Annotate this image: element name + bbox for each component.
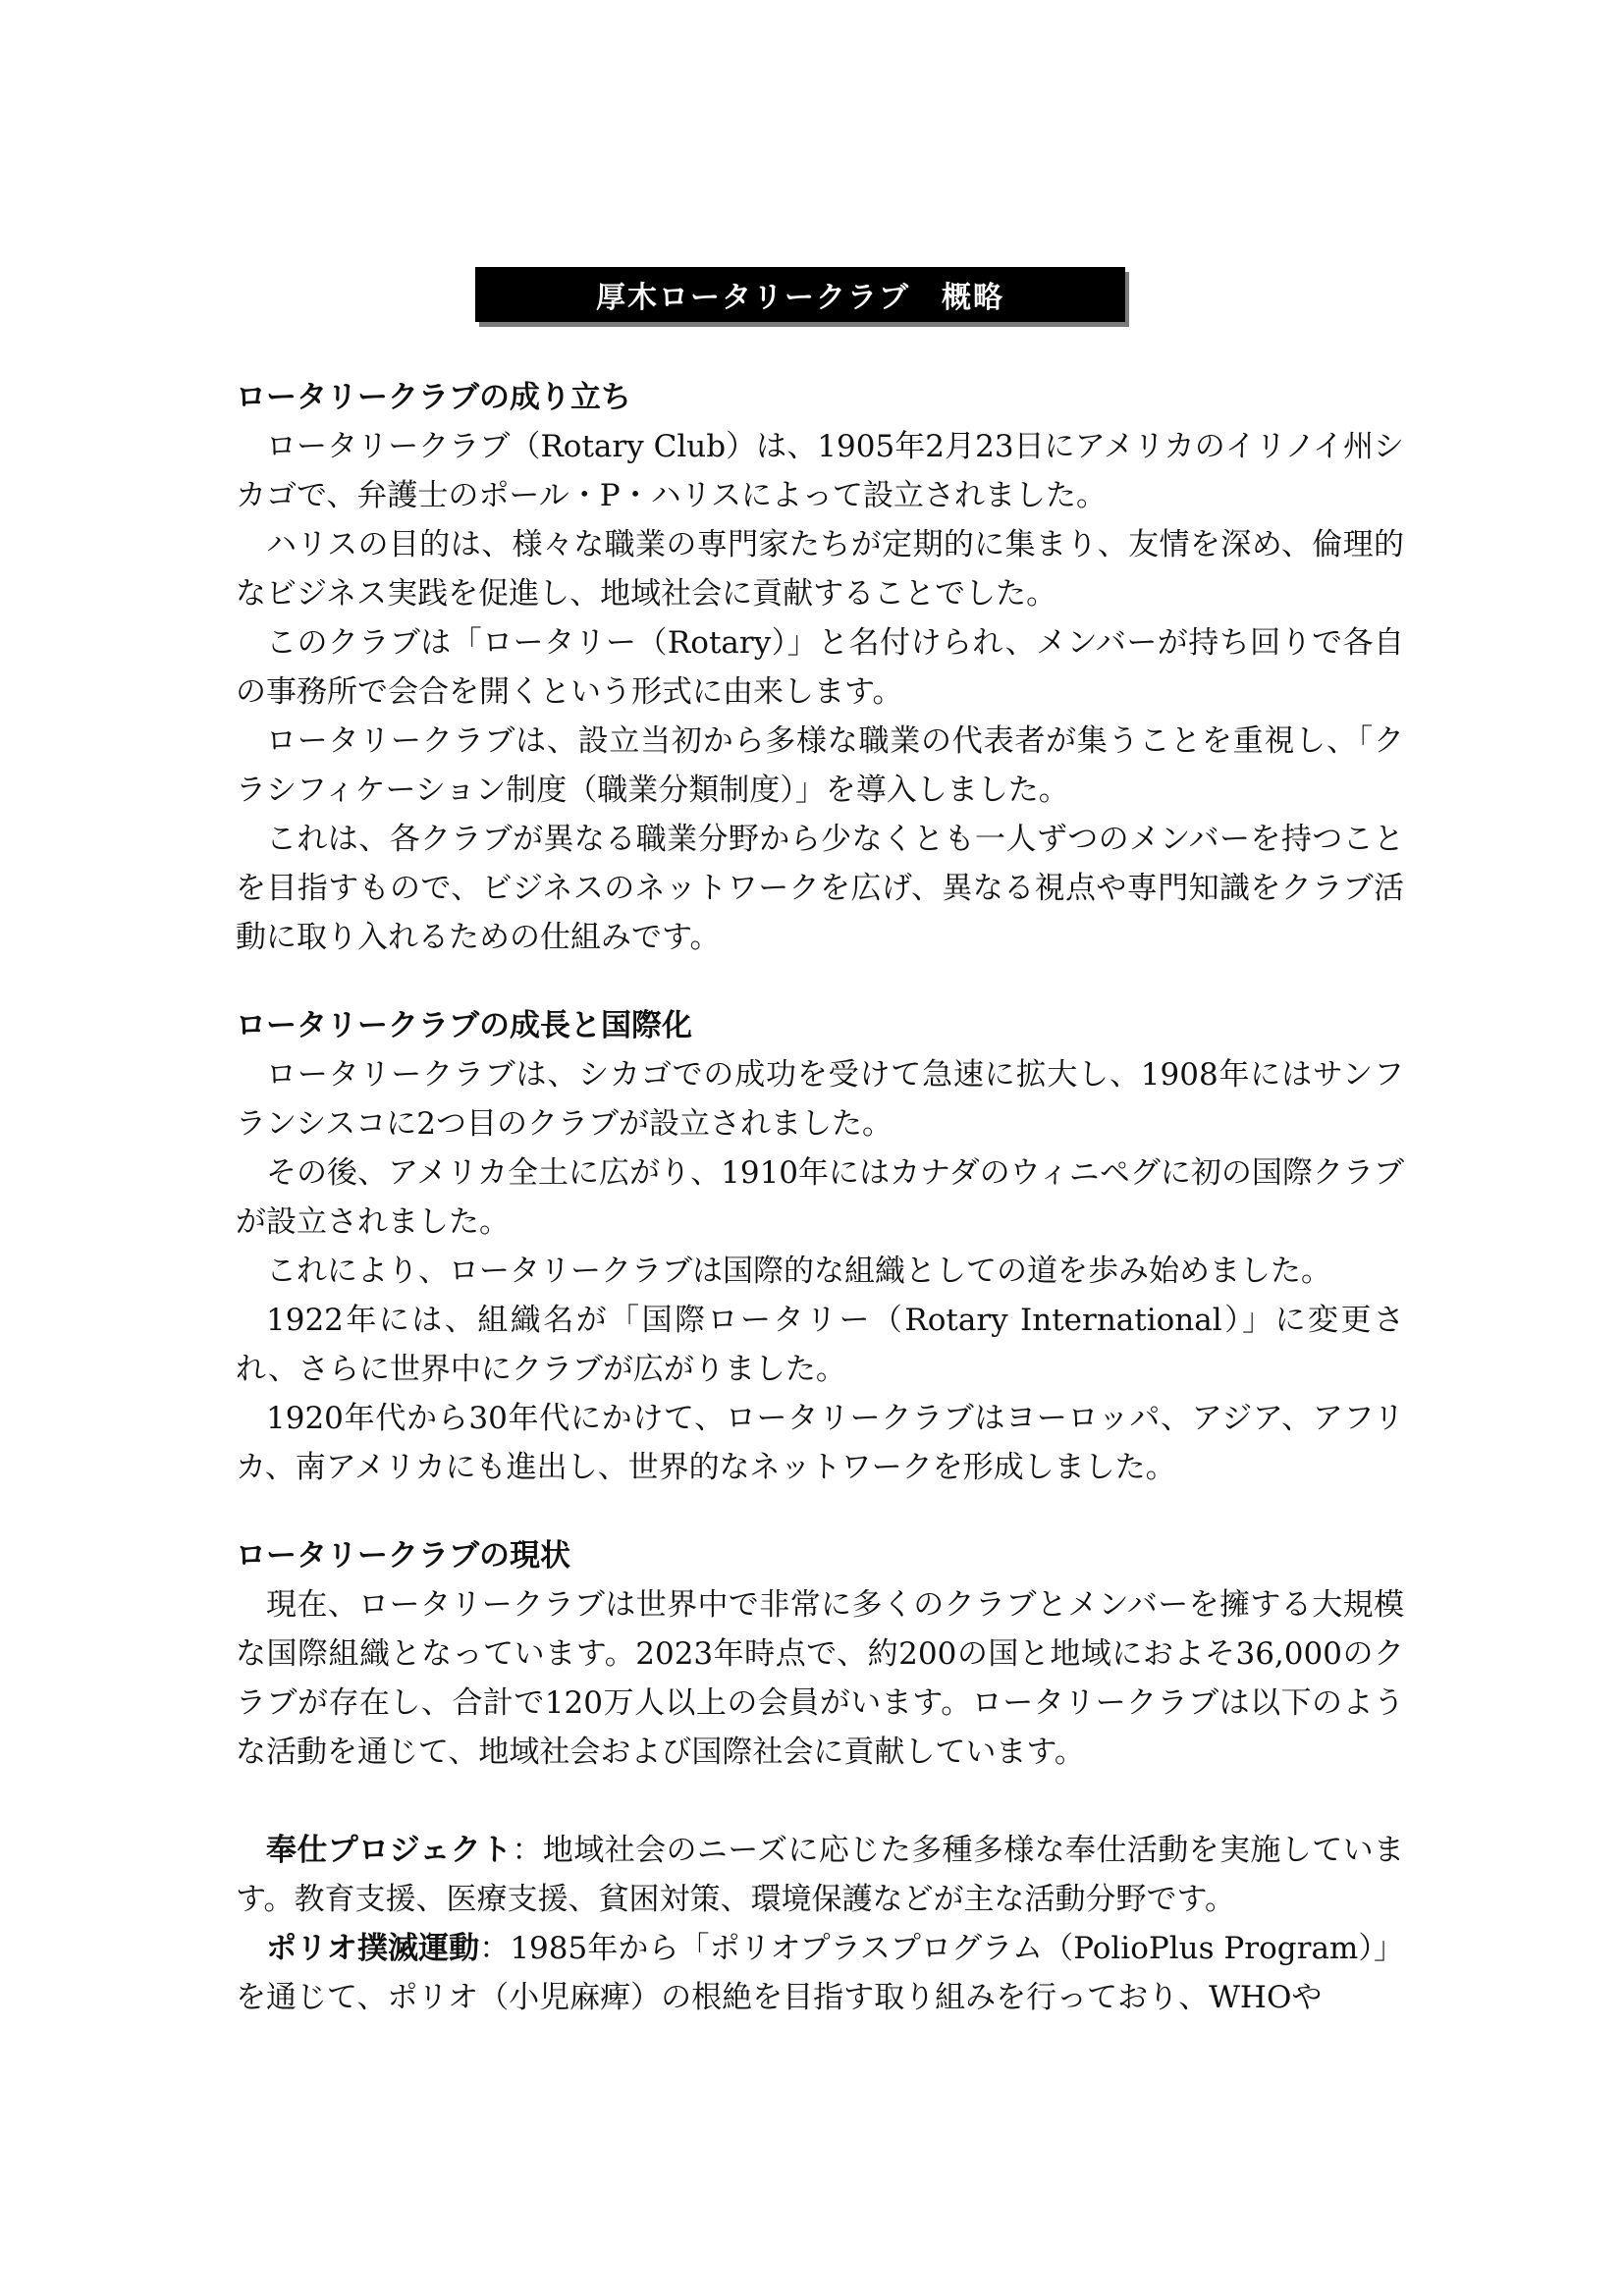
spacer <box>236 1777 1404 1826</box>
section-current <box>236 1531 1404 2022</box>
page-title: 厚木ロータリークラブ 概略 <box>475 267 1125 322</box>
document-body <box>236 373 1404 2061</box>
paragraph: これにより、ロータリークラブは国際的な組織としての道を歩み始めました。 <box>266 1254 1331 1289</box>
section-heading: ロータリークラブの成長と国際化 <box>236 1008 692 1043</box>
section-heading: ロータリークラブの成り立ち <box>236 380 631 415</box>
activity-label: ポリオ撲滅運動 <box>266 1931 480 1966</box>
activity-label: 奉仕プロジェクト <box>266 1833 513 1868</box>
paragraph: 現在、ロータリークラブは世界中で非常に多くのクラブとメンバーを擁する大規模な国際組織となっています。2023年時点で、約200の国と地域におよそ36,000のクラブが存在し、合計で120万人以上の会員がいます。ロータリークラブは以下のような活動を通じて、地域社会および国際社会に貢献しています。 <box>236 1587 1404 1770</box>
paragraph: ロータリークラブは、シカゴでの成功を受けて急速に拡大し、1908年にはサンフランシスコに2つ目のクラブが設立されました。 <box>236 1057 1404 1142</box>
paragraph: 1922年には、組織名が「国際ロータリー（Rotary International）」に変更され、さらに世界中にクラブが広がりました。 <box>236 1303 1404 1387</box>
activity-text: ：1985年から「ポリオプラスプログラム（PolioPlus Program）」を通じて、ポリオ（小児麻痺）の根絶を目指す取り組みを行っており、WHOや <box>236 1931 1404 2015</box>
section-heading: ロータリークラブの現状 <box>236 1538 570 1574</box>
activity-polio <box>236 1924 1404 2022</box>
paragraph: ハリスの目的は、様々な職業の専門家たちが定期的に集まり、友情を深め、倫理的なビジネス実践を促進し、地域社会に貢献することでした。 <box>236 527 1404 612</box>
activity-text: ：地域社会のニーズに応じた多種多様な奉仕活動を実施しています。教育支援、医療支援、貧困対策、環境保護などが主な活動分野です。 <box>236 1833 1404 1917</box>
section-growth <box>236 1001 1404 1492</box>
paragraph: このクラブは「ロータリー（Rotary）」と名付けられ、メンバーが持ち回りで各自の事務所で会合を開くという形式に由来します。 <box>236 625 1404 710</box>
paragraph: これは、各クラブが異なる職業分野から少なくとも一人ずつのメンバーを持つことを目指すもので、ビジネスのネットワークを広げ、異なる視点や専門知識をクラブ活動に取り入れるための仕組みです。 <box>236 822 1404 955</box>
paragraph: ロータリークラブは、設立当初から多様な職業の代表者が集うことを重視し、「クラシフィケーション制度（職業分類制度）」を導入しました。 <box>236 723 1404 808</box>
paragraph: 1920年代から30年代にかけて、ロータリークラブはヨーロッパ、アジア、アフリカ、南アメリカにも進出し、世界的なネットワークを形成しました。 <box>236 1401 1404 1485</box>
paragraph: ロータリークラブ（Rotary Club）は、1905年2月23日にアメリカのイリノイ州シカゴで、弁護士のポール・P・ハリスによって設立されました。 <box>236 429 1404 513</box>
activity-service-projects <box>236 1826 1404 1924</box>
section-origins <box>236 373 1404 962</box>
paragraph: その後、アメリカ全土に広がり、1910年にはカナダのウィニペグに初の国際クラブが設立されました。 <box>236 1155 1404 1240</box>
